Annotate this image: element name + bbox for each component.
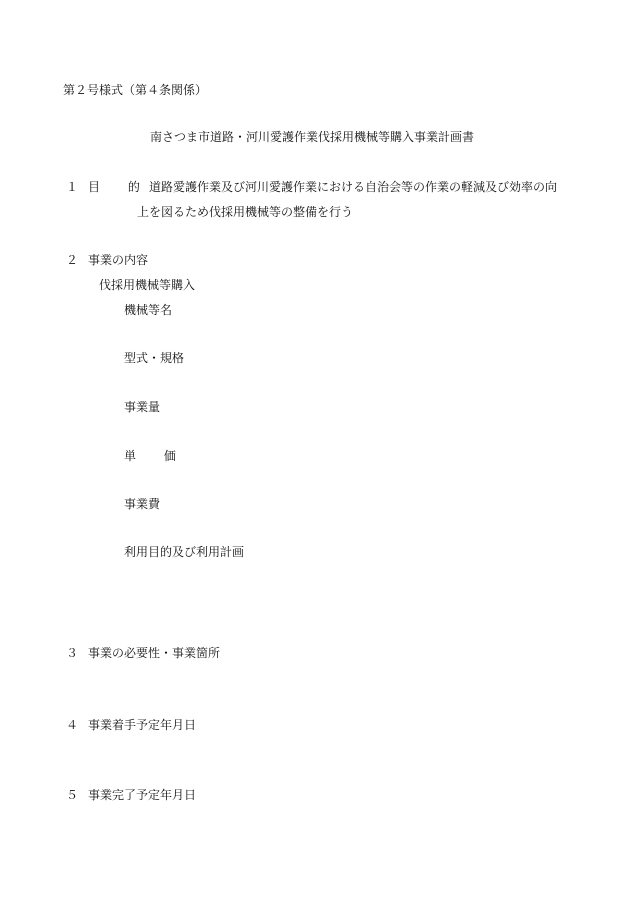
item-unit-price: 単 価 [124,449,188,463]
item-quantity: 事業量 [124,400,161,414]
section-2-label: 事業の内容 [88,253,149,267]
section-5-number: ５ [66,788,79,802]
section-1-label: 目 的 [88,180,152,194]
document-title: 南さつま市道路・河川愛護作業伐採用機械等購入事業計画書 [150,130,475,144]
form-number: 第２号様式（第４条関係） [63,83,208,97]
section-2-subheading: 伐採用機械等購入 [99,278,196,292]
item-project-cost: 事業費 [124,497,161,511]
section-4-label: 事業着手予定年月日 [88,718,197,732]
item-usage-plan: 利用目的及び利用計画 [124,545,245,559]
section-2-number: ２ [66,253,79,267]
section-3-number: ３ [66,646,79,660]
section-5-label: 事業完了予定年月日 [88,788,197,802]
section-1-text-line-1: 道路愛護作業及び河川愛護作業における自治会等の作業の軽減及び効率の向 [149,180,558,194]
section-1-number: １ [66,180,79,194]
section-4-number: ４ [66,718,79,732]
item-model-spec: 型式・規格 [124,351,185,365]
section-1-text-line-2: 上を図るため伐採用機械等の整備を行う [137,205,354,219]
item-machine-name: 機械等名 [124,303,173,317]
section-3-label: 事業の必要性・事業箇所 [88,646,221,660]
